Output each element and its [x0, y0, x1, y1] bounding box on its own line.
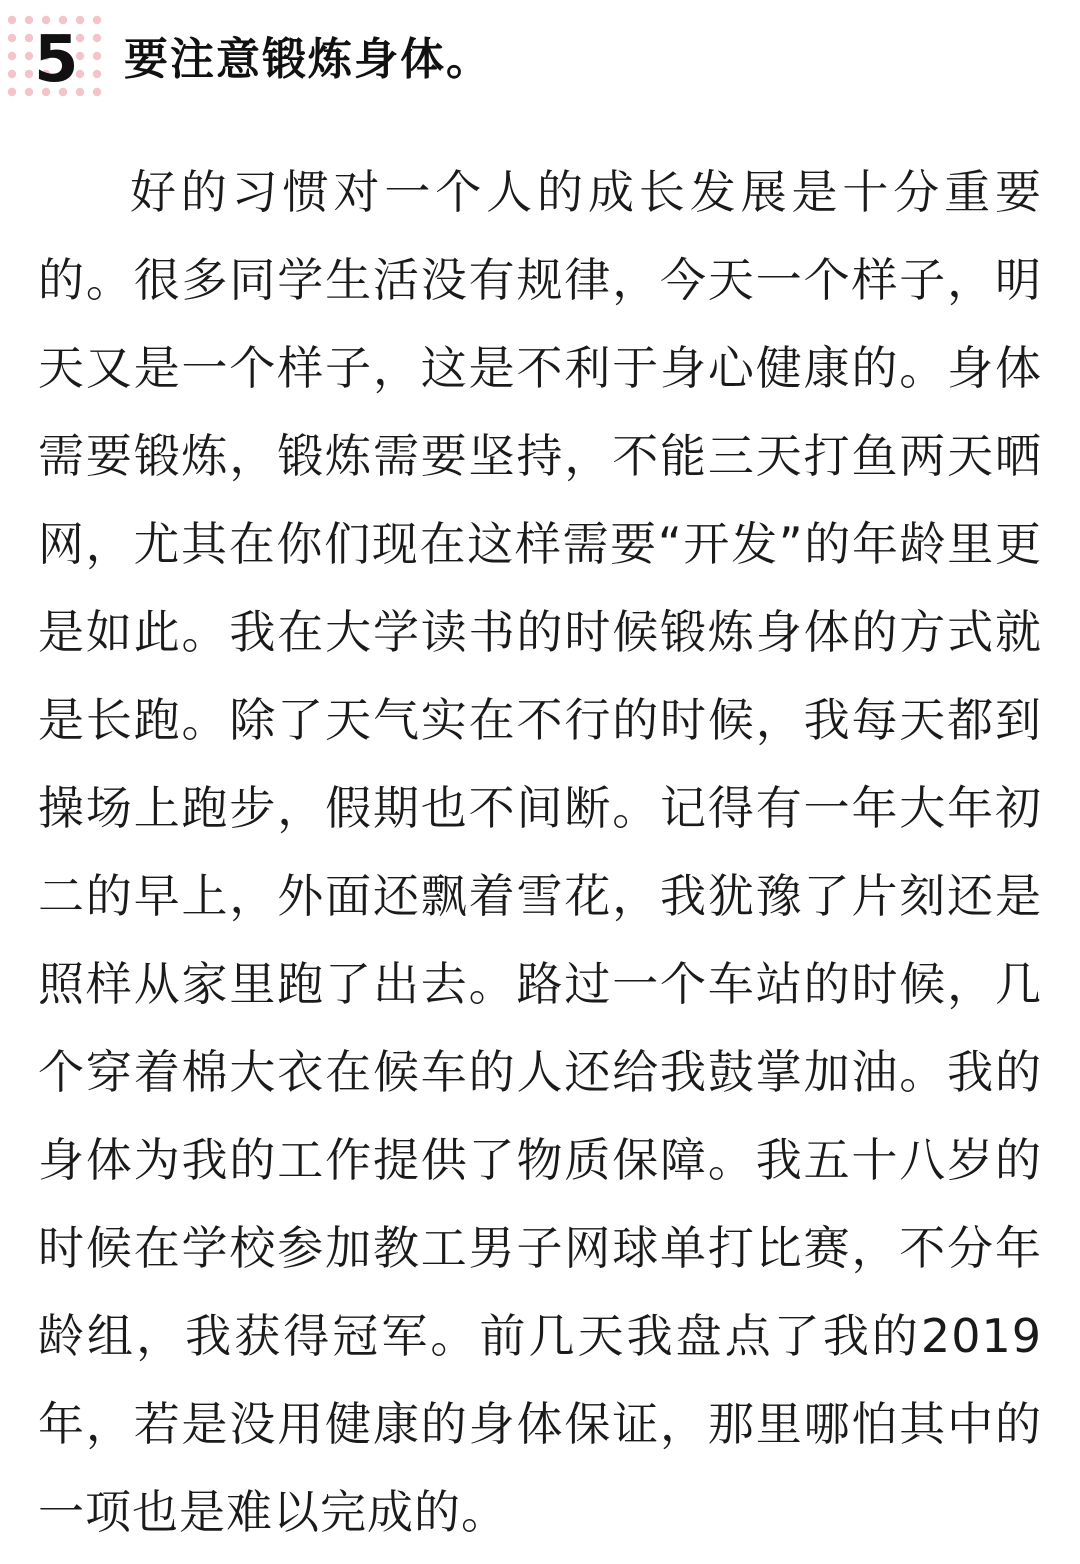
section-number: 5 — [34, 23, 79, 97]
decoration-dot — [25, 88, 33, 96]
decoration-dot — [8, 34, 16, 42]
decoration-dot — [93, 70, 101, 78]
decoration-dot — [93, 16, 101, 24]
decoration-dot — [25, 16, 33, 24]
section-title: 要注意锻炼身体。 — [124, 34, 492, 85]
decoration-dot — [93, 52, 101, 60]
decoration-dot — [8, 52, 16, 60]
section-header — [0, 0, 1080, 110]
decoration-dot — [25, 52, 33, 60]
decoration-dot — [25, 34, 33, 42]
body-paragraph: 好的习惯对一个人的成长发展是十分重要的。很多同学生活没有规律，今天一个样子，明天又是一个样子，这是不利于身心健康的。身体需要锻炼，锻炼需要坚持，不能三天打鱼两天晒网，尤其在你们现在这样需要“开发”的年龄里更是如此。我在大学读书的时候锻炼身体的方式就是长跑。除了天气实在不行的时候，我每天都到操场上跑步，假期也不间断。记得有一年大年初二的早上，外面还飘着雪花，我犹豫了片刻还是照样从家里跑了出去。路过一个车站的时候，几个穿着棉大衣在候车的人还给我鼓掌加油。我的身体为我的工作提供了物质保障。我五十八岁的时候在学校参加教工男子网球单打比赛，不分年龄组，我获得冠军。前几天我盘点了我的2019年，若是没用健康的身体保证，那里哪怕其中的一项也是难以完成的。 — [38, 165, 1042, 1539]
decoration-dot — [93, 34, 101, 42]
decoration-dot — [8, 70, 16, 78]
decoration-dot — [8, 88, 16, 96]
decoration-dot — [25, 70, 33, 78]
decoration-dot — [8, 16, 16, 24]
decoration-dot — [93, 88, 101, 96]
